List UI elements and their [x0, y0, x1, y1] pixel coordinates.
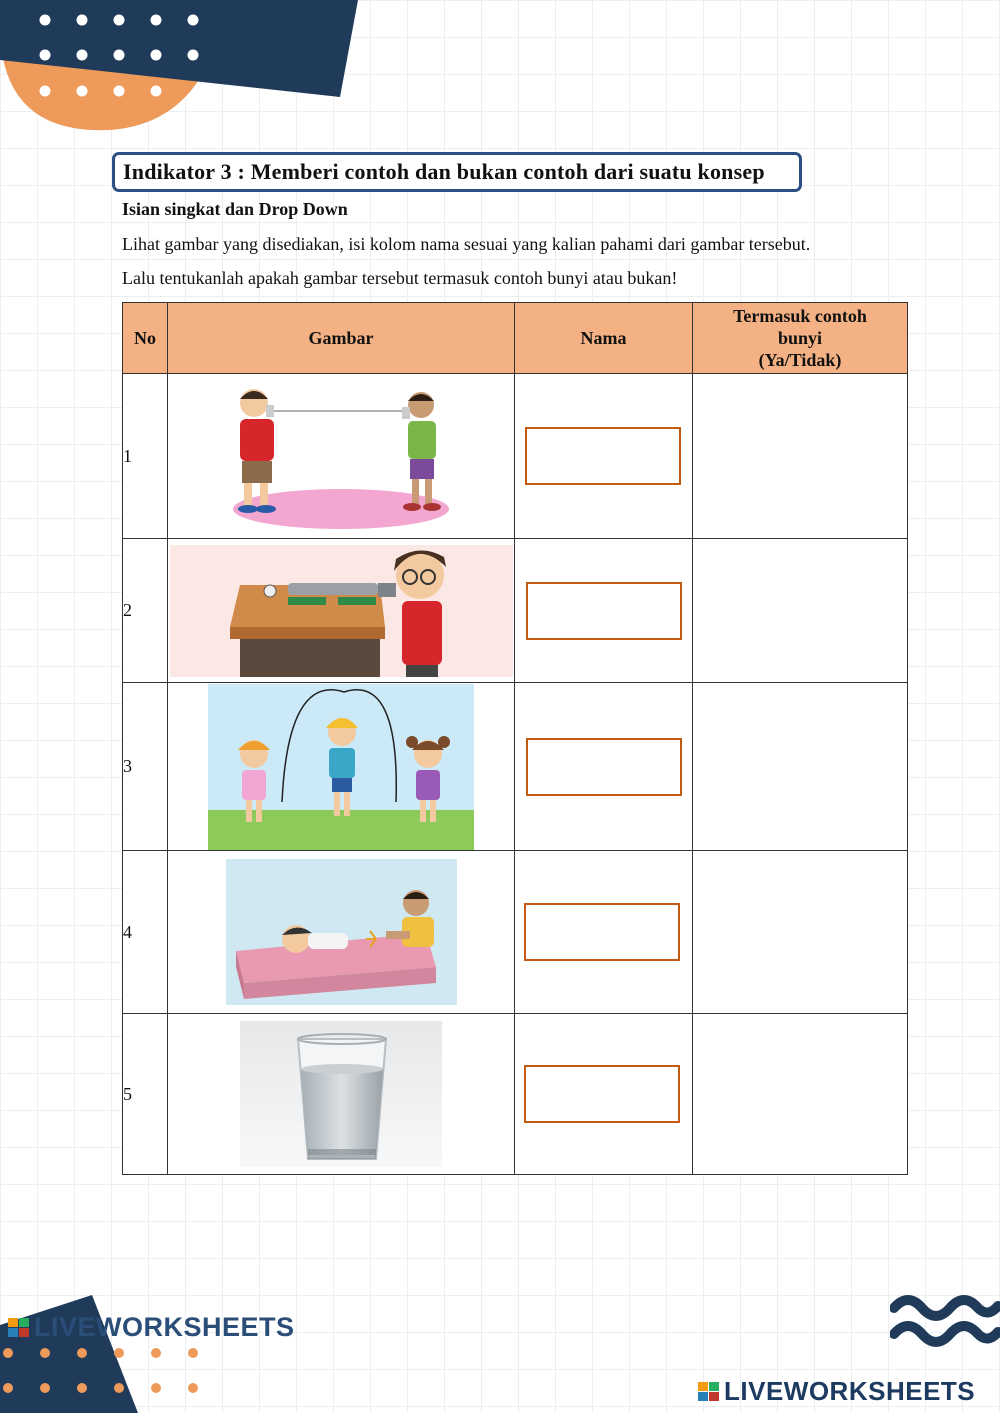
picture-cell: [168, 851, 515, 1014]
nama-input-4[interactable]: [524, 903, 680, 961]
nama-input-2[interactable]: [526, 582, 682, 640]
nama-cell: [515, 1014, 693, 1175]
row-number: 5: [123, 1014, 168, 1175]
bunyi-cell[interactable]: [693, 683, 908, 851]
table-row: [123, 1014, 908, 1175]
row-number: 1: [123, 374, 168, 539]
header-bunyi-line-1: Termasuk contoh: [733, 306, 867, 326]
ear-on-table-knocking-picture: [226, 859, 457, 1005]
bunyi-cell[interactable]: [693, 851, 908, 1014]
header-termasuk-bunyi: [693, 303, 908, 374]
nama-cell: [515, 851, 693, 1014]
picture-cell: [168, 683, 515, 851]
bunyi-cell[interactable]: [693, 374, 908, 539]
table-row: [123, 539, 908, 683]
bunyi-cell[interactable]: [693, 1014, 908, 1175]
table-row: [123, 683, 908, 851]
nama-cell: [515, 539, 693, 683]
header-bunyi-line-3: (Ya/Tidak): [758, 350, 842, 370]
instruction-line-1: Lihat gambar yang disediakan, isi kolom nama sesuai yang kalian pahami dari gambar tersebut.: [122, 234, 811, 254]
row-number: 2: [123, 539, 168, 683]
nama-input-1[interactable]: [525, 427, 681, 485]
liveworksheets-logo-icon: [8, 1318, 30, 1338]
bunyi-cell[interactable]: [693, 539, 908, 683]
tin-can-telephone-picture: [226, 381, 456, 531]
row-number: 3: [123, 683, 168, 851]
liveworksheets-brand-right: LIVEWORKSHEETS: [724, 1376, 976, 1406]
instruction-line-2: Lalu tentukanlah apakah gambar tersebut termasuk contoh bunyi atau bukan!: [122, 268, 678, 288]
header-no: No: [123, 303, 168, 374]
indicator-heading: Indikator 3 : Memberi contoh dan bukan contoh dari suatu konsep: [112, 152, 802, 192]
picture-cell: [168, 1014, 515, 1175]
header-gambar: Gambar: [168, 303, 515, 374]
row-number: 4: [123, 851, 168, 1014]
bottom-left-decoration: [0, 1285, 300, 1413]
header-bunyi-line-2: bunyi: [777, 328, 823, 348]
wave-decoration: [890, 1290, 1000, 1350]
table-row: [123, 374, 908, 539]
table-header-row: [123, 303, 908, 374]
nama-input-3[interactable]: [526, 738, 682, 796]
worksheet-table: [122, 302, 908, 1175]
table-row: [123, 851, 908, 1014]
listening-through-pipe-picture: [170, 545, 513, 677]
picture-cell: [168, 539, 515, 683]
liveworksheets-logo-icon: [698, 1382, 720, 1402]
nama-cell: [515, 374, 693, 539]
picture-cell: [168, 374, 515, 539]
jump-rope-children-picture: [208, 684, 474, 850]
header-nama: Nama: [515, 303, 693, 374]
nama-input-5[interactable]: [524, 1065, 680, 1123]
nama-cell: [515, 683, 693, 851]
subheading: Isian singkat dan Drop Down: [122, 199, 348, 219]
glass-of-water-picture: [240, 1021, 442, 1167]
liveworksheets-brand-left: LIVEWORKSHEETS: [34, 1312, 295, 1342]
